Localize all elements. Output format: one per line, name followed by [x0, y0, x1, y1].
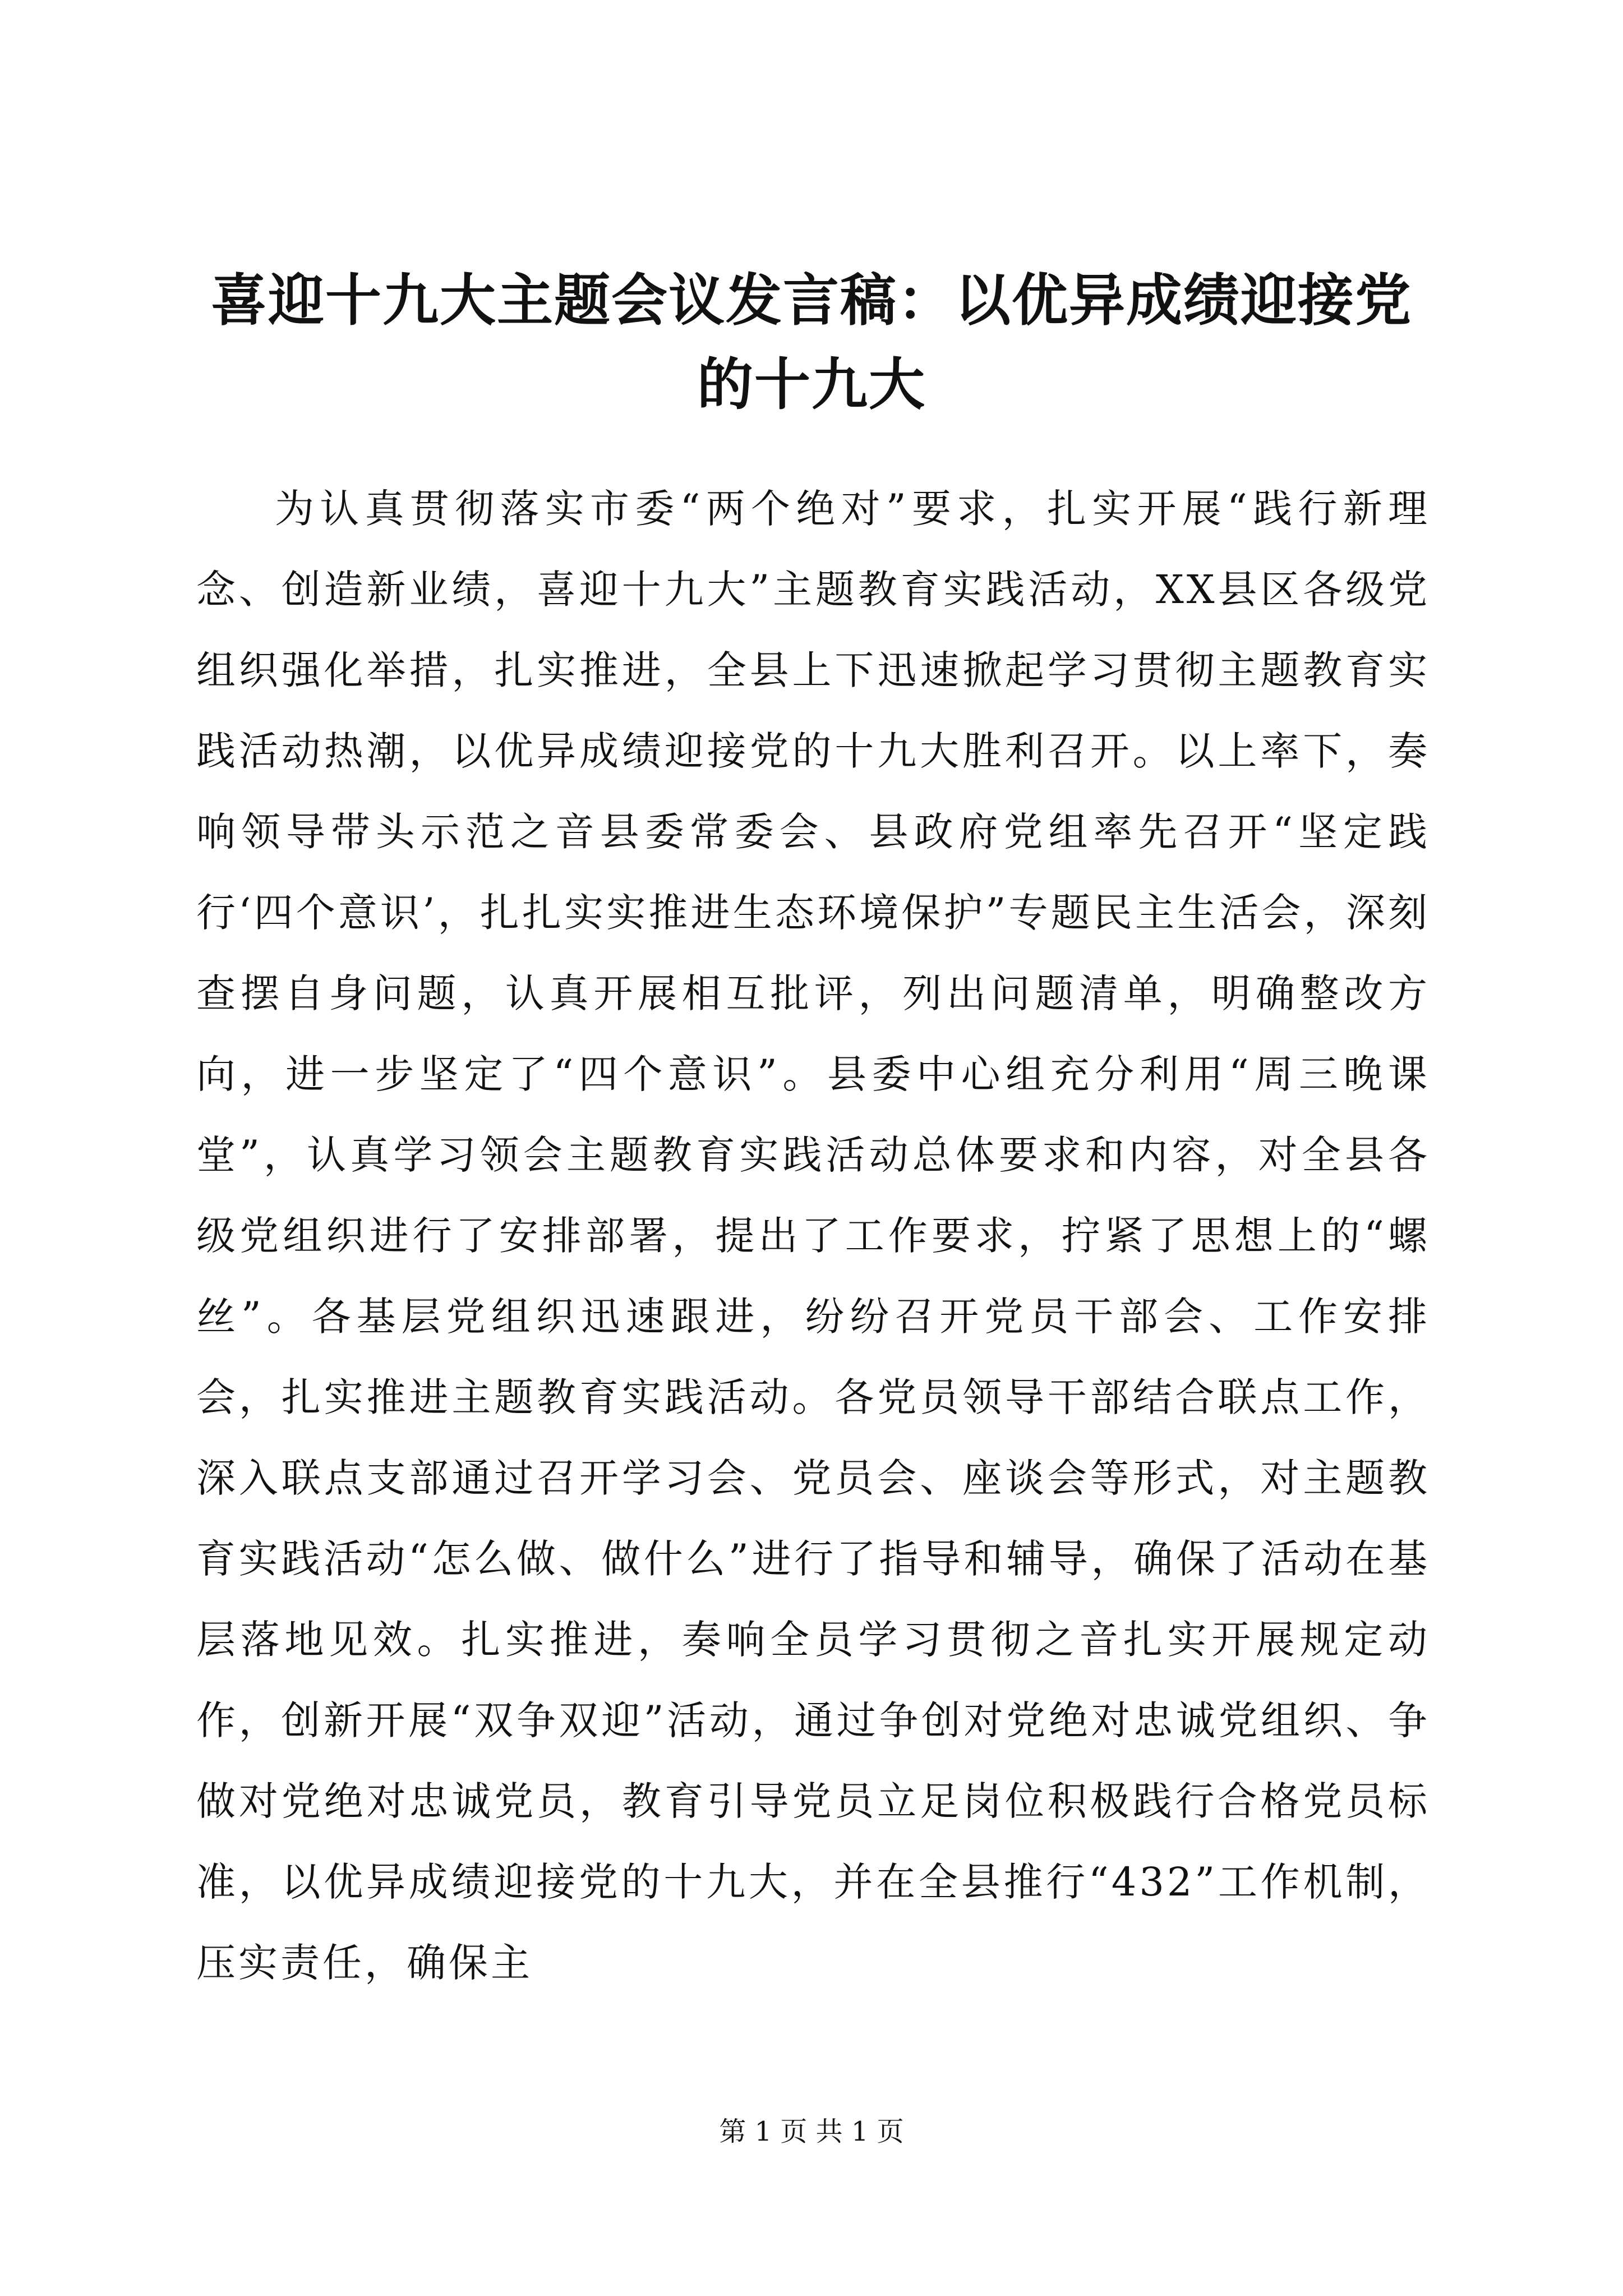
page-footer: 第 1 页 共 1 页 [719, 2116, 904, 2147]
body-paragraph: 为认真贯彻落实市委“两个绝对”要求，扎实开展“践行新理念、创造新业绩，喜迎十九大”主题教育实践活动，XX县区各级党组织强化举措，扎实推进，全县上下迅速掀起学习贯彻主题教育实践活动热潮，以优异成绩迎接党的十九大胜利召开。以上率下，奏响领导带头示范之音县委常委会、县政府党组率先召开“坚定践行‘四个意识’，扎扎实实推进生态环境保护”专题民主生活会，深刻查摆自身问题，认真开展相互批评，列出问题清单，明确整改方向，进一步坚定了“四个意识”。县委中心组充分利用“周三晚课堂”，认真学习领会主题教育实践活动总体要求和内容，对全县各级党组织进行了安排部署，提出了工作要求，拧紧了思想上的“螺丝”。各基层党组织迅速跟进，纷纷召开党员干部会、工作安排会，扎实推进主题教育实践活动。各党员领导干部结合联点工作，深入联点支部通过召开学习会、党员会、座谈会等形式，对主题教育实践活动“怎么做、做什么”进行了指导和辅导，确保了活动在基层落地见效。扎实推进，奏响全员学习贯彻之音扎实开展规定动作，创新开展“双争双迎”活动，通过争创对党绝对忠诚党组织、争做对党绝对忠诚党员，教育引导党员立足岗位积极践行合格党员标准，以优异成绩迎接党的十九大，并在全县推行“432”工作机制，压实责任，确保主 [196, 486, 1430, 1986]
document-title: 喜迎十九大主题会议发言稿：以优异成绩迎接党的十九大 [211, 267, 1412, 417]
